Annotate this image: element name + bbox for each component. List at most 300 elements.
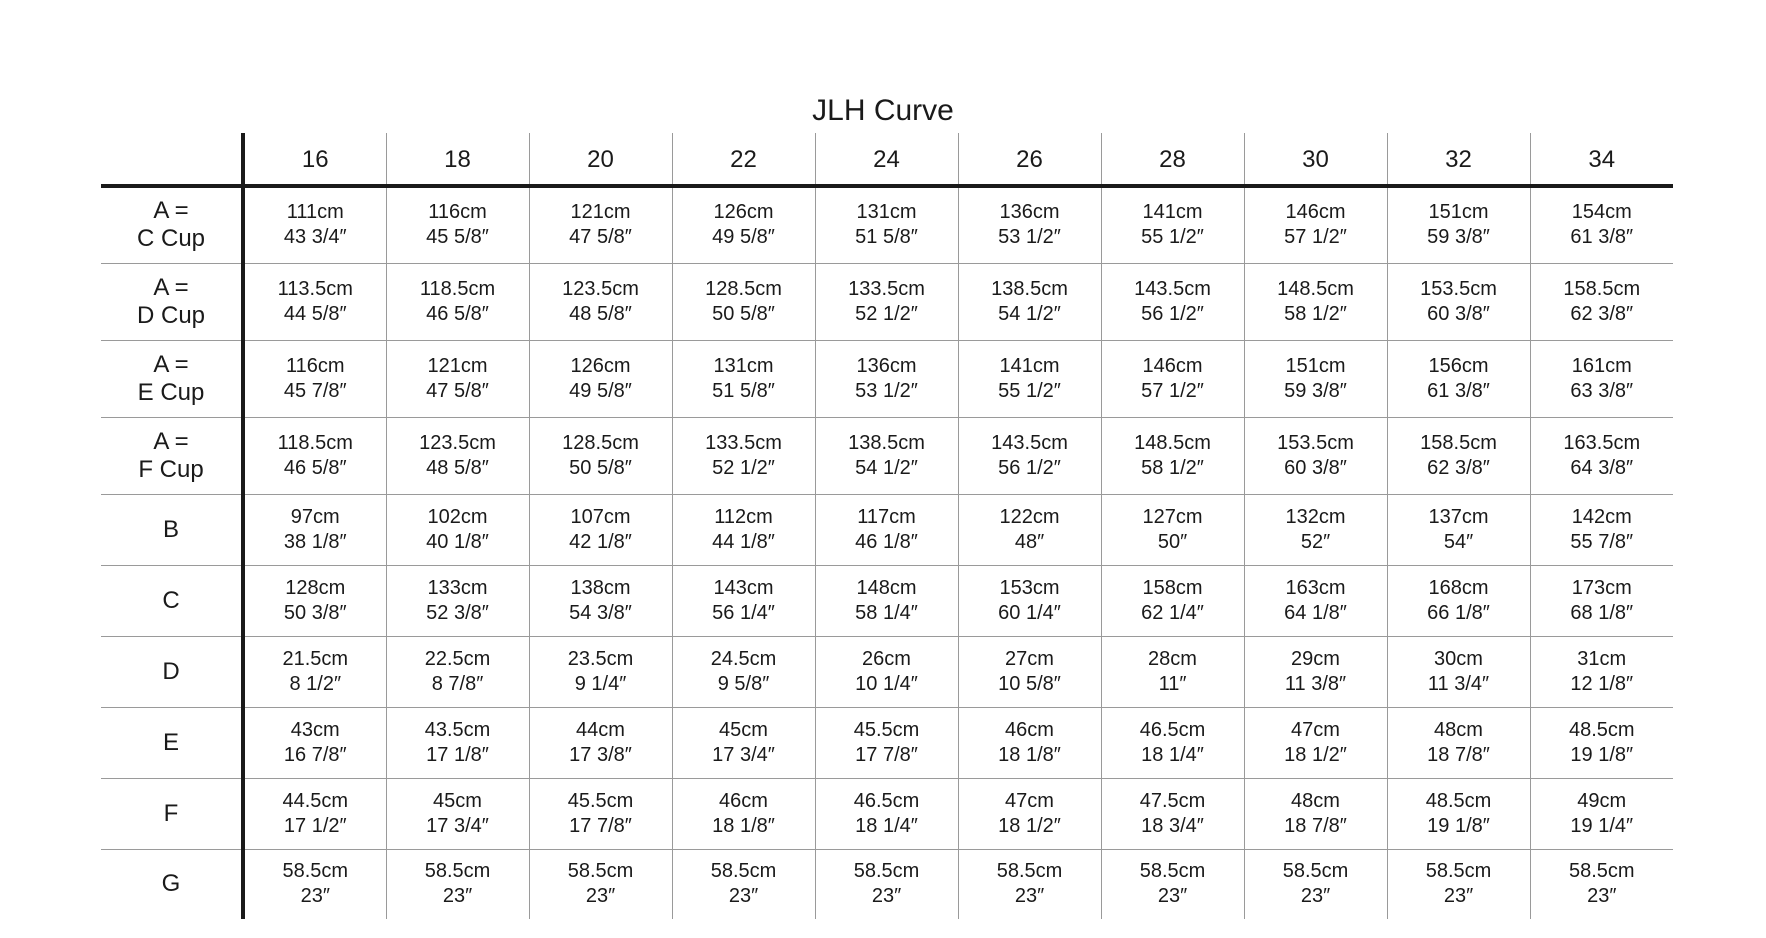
imperial-value: 23″ — [300, 885, 330, 908]
metric-value: 133.5cm — [848, 277, 925, 300]
size-header: 20 — [529, 133, 672, 186]
metric-value: 163.5cm — [1563, 431, 1641, 454]
measurement-cell — [958, 340, 1101, 417]
measurement-cell — [1387, 707, 1530, 778]
size-header: 34 — [1530, 133, 1673, 186]
metric-value: 45.5cm — [567, 789, 634, 812]
imperial-value: 19 1/4″ — [1570, 814, 1634, 837]
metric-value: 49cm — [1577, 789, 1627, 812]
measurement-cell — [1530, 186, 1673, 263]
table-row — [101, 494, 1673, 565]
metric-value: 127cm — [1142, 505, 1203, 528]
table-row — [101, 263, 1673, 340]
imperial-value: 56 1/2″ — [998, 456, 1061, 479]
imperial-value: 55 1/2″ — [1141, 226, 1204, 249]
imperial-value: 10 1/4″ — [855, 672, 918, 695]
measurement-cell — [1244, 263, 1387, 340]
measurement-cell — [1101, 263, 1244, 340]
measurement-cell — [386, 565, 529, 636]
measurement-cell — [958, 263, 1101, 340]
metric-value: 128.5cm — [562, 431, 639, 454]
imperial-value: 16 7/8″ — [283, 743, 347, 766]
imperial-value: 64 3/8″ — [1570, 456, 1634, 479]
metric-value: 118.5cm — [277, 431, 353, 454]
metric-value: 142cm — [1571, 505, 1632, 528]
measurement-cell — [1387, 494, 1530, 565]
measurement-cell — [815, 707, 958, 778]
size-header: 30 — [1244, 133, 1387, 186]
metric-value: 168cm — [1428, 576, 1489, 599]
imperial-value: 55 7/8″ — [1570, 530, 1634, 553]
imperial-value: 57 1/2″ — [1141, 379, 1204, 402]
table-row — [101, 417, 1673, 494]
imperial-value: 60 3/8″ — [1284, 456, 1347, 479]
metric-value: 43cm — [290, 718, 340, 741]
metric-value: 45cm — [719, 718, 768, 741]
imperial-value: 56 1/2″ — [1141, 302, 1204, 325]
imperial-value: 52 3/8″ — [426, 601, 489, 624]
metric-value: 58.5cm — [567, 860, 634, 883]
measurement-cell — [672, 263, 815, 340]
metric-value: 48cm — [1291, 789, 1340, 812]
metric-value: 46.5cm — [1139, 718, 1206, 741]
imperial-value: 62 3/8″ — [1427, 456, 1490, 479]
measurement-cell — [386, 263, 529, 340]
measurement-cell — [1101, 778, 1244, 849]
measurement-cell — [386, 707, 529, 778]
row-label-line: A = — [153, 350, 189, 378]
metric-value: 45.5cm — [853, 718, 920, 741]
metric-value: 138.5cm — [848, 431, 925, 454]
metric-value: 58.5cm — [282, 860, 349, 883]
metric-value: 111cm — [286, 201, 344, 224]
measurement-cell — [243, 340, 386, 417]
measurement-cell — [672, 494, 815, 565]
table-row — [101, 778, 1673, 849]
measurement-cell — [243, 417, 386, 494]
imperial-value: 23″ — [1014, 885, 1045, 908]
imperial-value: 17 1/2″ — [283, 814, 347, 837]
imperial-value: 18 1/8″ — [998, 743, 1061, 766]
imperial-value: 17 3/8″ — [569, 743, 632, 766]
metric-value: 131cm — [713, 354, 774, 377]
measurement-cell — [529, 565, 672, 636]
measurement-cell — [529, 636, 672, 707]
metric-value: 131cm — [856, 201, 917, 224]
imperial-value: 17 3/4″ — [426, 814, 489, 837]
imperial-value: 61 3/8″ — [1427, 379, 1490, 402]
metric-value: 47cm — [1291, 718, 1340, 741]
metric-value: 141cm — [1142, 201, 1203, 224]
size-header: 16 — [243, 133, 386, 186]
size-header: 24 — [815, 133, 958, 186]
metric-value: 138.5cm — [991, 277, 1068, 300]
imperial-value: 46 5/8″ — [426, 302, 489, 325]
metric-value: 151cm — [1285, 354, 1346, 377]
size-header: 28 — [1101, 133, 1244, 186]
imperial-value: 23″ — [1587, 885, 1617, 908]
imperial-value: 17 1/8″ — [426, 743, 489, 766]
imperial-value: 23″ — [1443, 885, 1474, 908]
imperial-value: 18 1/4″ — [1141, 743, 1204, 766]
imperial-value: 11 3/8″ — [1284, 672, 1347, 695]
measurement-cell — [243, 494, 386, 565]
measurement-cell — [386, 417, 529, 494]
metric-value: 48cm — [1434, 718, 1483, 741]
table-row — [101, 186, 1673, 263]
metric-value: 153.5cm — [1420, 277, 1497, 300]
measurement-cell — [1530, 494, 1673, 565]
measurement-cell — [1101, 849, 1244, 919]
metric-value: 123.5cm — [419, 431, 496, 454]
metric-value: 143.5cm — [991, 431, 1068, 454]
row-label — [101, 417, 243, 494]
measurement-cell — [1244, 494, 1387, 565]
imperial-value: 48″ — [1014, 530, 1045, 553]
imperial-value: 59 3/8″ — [1427, 226, 1490, 249]
row-label-line: E Cup — [137, 378, 205, 406]
metric-value: 102cm — [427, 505, 488, 528]
imperial-value: 23″ — [728, 885, 759, 908]
metric-value: 133.5cm — [705, 431, 782, 454]
row-label — [101, 263, 243, 340]
imperial-value: 9 1/4″ — [574, 672, 627, 695]
metric-value: 156cm — [1428, 354, 1489, 377]
measurement-cell — [243, 565, 386, 636]
metric-value: 43.5cm — [424, 718, 491, 741]
measurement-cell — [386, 340, 529, 417]
table-row — [101, 340, 1673, 417]
metric-value: 107cm — [570, 505, 631, 528]
table-row — [101, 636, 1673, 707]
measurement-cell — [1244, 186, 1387, 263]
metric-value: 46.5cm — [853, 789, 920, 812]
measurement-cell — [672, 186, 815, 263]
imperial-value: 54 3/8″ — [569, 601, 632, 624]
metric-value: 97cm — [290, 505, 340, 528]
measurement-cell — [815, 636, 958, 707]
measurement-cell — [672, 636, 815, 707]
metric-value: 48.5cm — [1568, 718, 1635, 741]
imperial-value: 63 3/8″ — [1570, 379, 1634, 402]
metric-value: 58.5cm — [996, 860, 1063, 883]
imperial-value: 17 7/8″ — [569, 814, 632, 837]
measurement-cell — [1101, 565, 1244, 636]
measurement-cell — [1387, 636, 1530, 707]
row-label — [101, 565, 243, 636]
imperial-value: 44 1/8″ — [712, 530, 775, 553]
metric-value: 137cm — [1428, 505, 1489, 528]
metric-value: 117cm — [857, 505, 916, 528]
metric-value: 126cm — [713, 201, 774, 224]
metric-value: 121cm — [427, 354, 488, 377]
row-label-line: D Cup — [136, 301, 206, 329]
imperial-value: 19 1/8″ — [1570, 743, 1634, 766]
metric-value: 46cm — [719, 789, 768, 812]
row-label-line: A = — [153, 197, 189, 225]
imperial-value: 42 1/8″ — [569, 530, 632, 553]
imperial-value: 18 7/8″ — [1284, 814, 1347, 837]
imperial-value: 54″ — [1443, 530, 1474, 553]
measurement-cell — [1387, 849, 1530, 919]
metric-value: 136cm — [856, 354, 917, 377]
imperial-value: 23″ — [1157, 885, 1188, 908]
metric-value: 122cm — [999, 505, 1060, 528]
imperial-value: 50″ — [1157, 530, 1188, 553]
measurement-cell — [529, 340, 672, 417]
measurement-cell — [815, 186, 958, 263]
measurement-cell — [1244, 340, 1387, 417]
metric-value: 21.5cm — [282, 647, 349, 670]
measurement-cell — [815, 849, 958, 919]
imperial-value: 53 1/2″ — [855, 379, 918, 402]
measurement-cell — [815, 565, 958, 636]
metric-value: 148.5cm — [1277, 277, 1354, 300]
metric-value: 158cm — [1142, 576, 1203, 599]
measurement-cell — [529, 707, 672, 778]
imperial-value: 55 1/2″ — [998, 379, 1061, 402]
metric-value: 27cm — [1005, 647, 1054, 670]
metric-value: 44.5cm — [282, 789, 349, 812]
imperial-value: 66 1/8″ — [1427, 601, 1490, 624]
measurement-cell — [386, 636, 529, 707]
imperial-value: 18 3/4″ — [1141, 814, 1204, 837]
measurement-cell — [1387, 778, 1530, 849]
measurement-cell — [672, 417, 815, 494]
table-row — [101, 707, 1673, 778]
metric-value: 116cm — [285, 354, 345, 377]
imperial-value: 9 5/8″ — [717, 672, 770, 695]
metric-value: 44cm — [576, 718, 625, 741]
metric-value: 153cm — [999, 576, 1060, 599]
measurement-cell — [243, 849, 386, 919]
measurement-cell — [672, 565, 815, 636]
measurement-cell — [672, 340, 815, 417]
imperial-value: 50 5/8″ — [569, 456, 632, 479]
metric-value: 58.5cm — [853, 860, 920, 883]
measurement-cell — [958, 565, 1101, 636]
metric-value: 148cm — [856, 576, 917, 599]
metric-value: 138cm — [570, 576, 631, 599]
size-header: 26 — [958, 133, 1101, 186]
row-label — [101, 186, 243, 263]
metric-value: 47cm — [1005, 789, 1054, 812]
metric-value: 31cm — [1577, 647, 1627, 670]
measurement-cell — [1101, 417, 1244, 494]
measurement-cell — [1101, 186, 1244, 263]
metric-value: 121cm — [570, 201, 631, 224]
imperial-value: 56 1/4″ — [712, 601, 775, 624]
imperial-value: 58 1/4″ — [855, 601, 918, 624]
imperial-value: 51 5/8″ — [855, 226, 918, 249]
imperial-value: 18 7/8″ — [1427, 743, 1490, 766]
row-label-line: A = — [153, 427, 189, 455]
metric-value: 47.5cm — [1139, 789, 1206, 812]
table-body — [101, 186, 1673, 919]
metric-value: 158.5cm — [1563, 277, 1641, 300]
metric-value: 143.5cm — [1134, 277, 1211, 300]
metric-value: 132cm — [1285, 505, 1346, 528]
imperial-value: 48 5/8″ — [426, 456, 489, 479]
imperial-value: 50 3/8″ — [283, 601, 347, 624]
metric-value: 136cm — [999, 201, 1060, 224]
imperial-value: 49 5/8″ — [712, 226, 775, 249]
measurement-cell — [1530, 565, 1673, 636]
metric-value: 45cm — [433, 789, 482, 812]
measurement-cell — [243, 778, 386, 849]
measurement-cell — [243, 263, 386, 340]
imperial-value: 18 1/2″ — [998, 814, 1061, 837]
measurement-cell — [1530, 636, 1673, 707]
imperial-value: 18 1/8″ — [712, 814, 775, 837]
measurement-cell — [529, 778, 672, 849]
metric-value: 153.5cm — [1277, 431, 1354, 454]
measurement-cell — [1244, 636, 1387, 707]
size-chart-table — [101, 133, 1673, 919]
imperial-value: 64 1/8″ — [1284, 601, 1347, 624]
metric-value: 116cm — [428, 201, 487, 224]
imperial-value: 52 1/2″ — [712, 456, 775, 479]
imperial-value: 58 1/2″ — [1141, 456, 1204, 479]
row-label-line: A = — [153, 273, 189, 301]
measurement-cell — [1244, 565, 1387, 636]
imperial-value: 43 3/4″ — [283, 226, 347, 249]
measurement-cell — [1387, 565, 1530, 636]
measurement-cell — [386, 849, 529, 919]
metric-value: 173cm — [1571, 576, 1632, 599]
row-label — [101, 707, 243, 778]
imperial-value: 38 1/8″ — [283, 530, 347, 553]
row-label — [101, 636, 243, 707]
imperial-value: 46 5/8″ — [283, 456, 347, 479]
imperial-value: 12 1/8″ — [1570, 672, 1634, 695]
table-row — [101, 565, 1673, 636]
metric-value: 26cm — [862, 647, 911, 670]
imperial-value: 62 1/4″ — [1141, 601, 1204, 624]
imperial-value: 57 1/2″ — [1284, 226, 1347, 249]
imperial-value: 18 1/2″ — [1284, 743, 1347, 766]
imperial-value: 11″ — [1158, 672, 1187, 695]
measurement-cell — [1387, 417, 1530, 494]
measurement-cell — [1387, 186, 1530, 263]
measurement-cell — [386, 778, 529, 849]
imperial-value: 49 5/8″ — [569, 379, 632, 402]
measurement-cell — [243, 186, 386, 263]
measurement-cell — [529, 849, 672, 919]
measurement-cell — [1244, 849, 1387, 919]
metric-value: 158.5cm — [1420, 431, 1497, 454]
row-label-line: F Cup — [138, 455, 204, 483]
imperial-value: 60 1/4″ — [998, 601, 1061, 624]
corner-cell — [101, 133, 243, 186]
imperial-value: 23″ — [442, 885, 473, 908]
metric-value: 163cm — [1285, 576, 1346, 599]
measurement-cell — [1244, 778, 1387, 849]
metric-value: 28cm — [1148, 647, 1197, 670]
imperial-value: 40 1/8″ — [426, 530, 489, 553]
measurement-cell — [386, 494, 529, 565]
metric-value: 29cm — [1291, 647, 1340, 670]
metric-value: 24.5cm — [710, 647, 777, 670]
measurement-cell — [1101, 494, 1244, 565]
measurement-cell — [529, 494, 672, 565]
metric-value: 133cm — [427, 576, 488, 599]
metric-value: 151cm — [1428, 201, 1489, 224]
measurement-cell — [672, 778, 815, 849]
imperial-value: 48 5/8″ — [569, 302, 632, 325]
measurement-cell — [529, 417, 672, 494]
metric-value: 58.5cm — [1139, 860, 1206, 883]
metric-value: 146cm — [1142, 354, 1203, 377]
measurement-cell — [1244, 417, 1387, 494]
size-header: 18 — [386, 133, 529, 186]
measurement-cell — [1530, 849, 1673, 919]
imperial-value: 54 1/2″ — [998, 302, 1061, 325]
imperial-value: 51 5/8″ — [712, 379, 775, 402]
measurement-cell — [243, 707, 386, 778]
imperial-value: 50 5/8″ — [712, 302, 775, 325]
metric-value: 143cm — [713, 576, 774, 599]
imperial-value: 68 1/8″ — [1570, 601, 1634, 624]
measurement-cell — [1101, 340, 1244, 417]
size-header: 22 — [672, 133, 815, 186]
imperial-value: 46 1/8″ — [855, 530, 918, 553]
imperial-value: 59 3/8″ — [1284, 379, 1347, 402]
imperial-value: 17 7/8″ — [855, 743, 918, 766]
imperial-value: 44 5/8″ — [283, 302, 347, 325]
imperial-value: 8 1/2″ — [289, 672, 342, 695]
imperial-value: 52″ — [1300, 530, 1331, 553]
imperial-value: 23″ — [1300, 885, 1331, 908]
imperial-value: 52 1/2″ — [855, 302, 918, 325]
measurement-cell — [958, 636, 1101, 707]
row-label-line: C — [162, 586, 180, 614]
row-label — [101, 494, 243, 565]
table-row — [101, 849, 1673, 919]
metric-value: 113.5cm — [277, 277, 353, 300]
imperial-value: 45 5/8″ — [426, 226, 489, 249]
metric-value: 58.5cm — [710, 860, 777, 883]
metric-value: 161cm — [1571, 354, 1632, 377]
metric-value: 146cm — [1285, 201, 1346, 224]
metric-value: 23.5cm — [567, 647, 634, 670]
row-label — [101, 778, 243, 849]
measurement-cell — [1530, 340, 1673, 417]
measurement-cell — [1101, 707, 1244, 778]
imperial-value: 53 1/2″ — [998, 226, 1061, 249]
imperial-value: 58 1/2″ — [1284, 302, 1347, 325]
metric-value: 154cm — [1571, 201, 1632, 224]
row-label-line: D — [162, 657, 180, 685]
imperial-value: 11 3/4″ — [1427, 672, 1490, 695]
measurement-cell — [958, 186, 1101, 263]
measurement-cell — [815, 340, 958, 417]
metric-value: 58.5cm — [1568, 860, 1635, 883]
metric-value: 48.5cm — [1425, 789, 1492, 812]
imperial-value: 19 1/8″ — [1427, 814, 1490, 837]
measurement-cell — [1530, 707, 1673, 778]
imperial-value: 61 3/8″ — [1570, 226, 1634, 249]
metric-value: 30cm — [1434, 647, 1483, 670]
metric-value: 128cm — [285, 576, 346, 599]
row-label-line: F — [163, 799, 179, 827]
imperial-value: 23″ — [871, 885, 902, 908]
measurement-cell — [1530, 417, 1673, 494]
measurement-cell — [1530, 778, 1673, 849]
measurement-cell — [958, 417, 1101, 494]
row-label — [101, 340, 243, 417]
imperial-value: 62 3/8″ — [1570, 302, 1634, 325]
